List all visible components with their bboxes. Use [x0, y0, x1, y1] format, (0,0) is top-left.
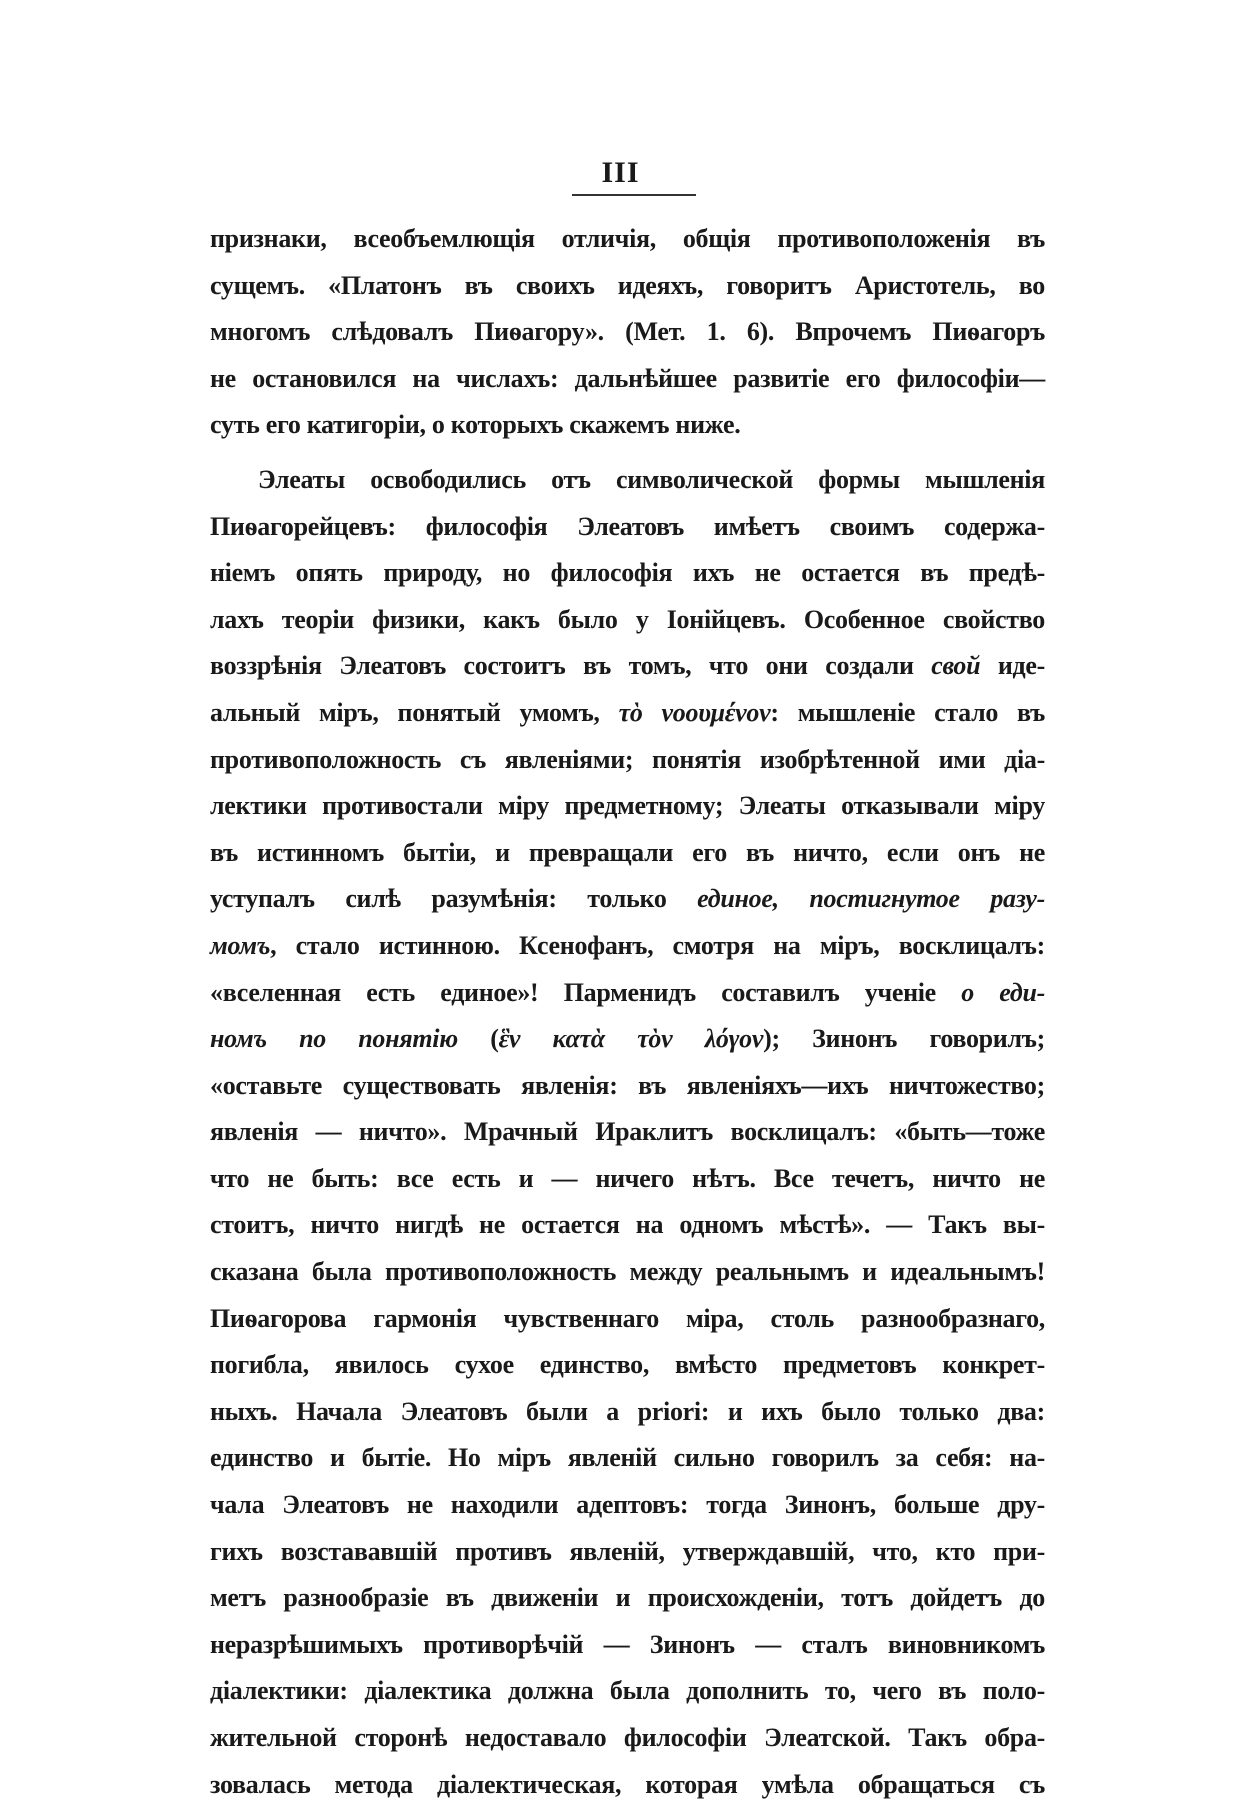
text-line: [210, 876, 1045, 923]
text-line: погибла, явилось сухое единство, вмѣсто предметовъ конкрет-: [210, 1350, 1045, 1380]
text-line: неразрѣшимыхъ противорѣчій — Зинонъ — сталъ виновникомъ: [210, 1629, 1045, 1659]
text-line: явленія — ничто». Мрачный Ираклитъ восклицалъ: «быть—тоже: [210, 1117, 1045, 1147]
text-line: [210, 970, 1045, 1017]
emphasis-text: момъ: [210, 930, 271, 960]
emphasis-text: свой: [931, 651, 981, 681]
text-line: Пиѳагорова гармонія чувственнаго міра, столь разнообразнаго,: [210, 1303, 1045, 1333]
text-run: (: [457, 1024, 499, 1054]
text-run: альный міръ, понятый умомъ,: [210, 697, 619, 727]
text-line: [210, 1016, 1045, 1063]
text-line: многомъ слѣдовалъ Пиѳагору». (Мет. 1. 6). Впрочемъ Пиѳагоръ: [210, 317, 1045, 347]
body-text: [210, 216, 1045, 1808]
text-run: иде-: [980, 651, 1045, 681]
text-line: [210, 690, 1045, 737]
text-line: въ истинномъ бытіи, и превращали его въ ничто, если онъ не: [210, 837, 1045, 867]
text-line: зовалась метода діалектическая, которая умѣла обращаться съ: [210, 1769, 1045, 1799]
text-line: Пиѳагорейцевъ: философія Элеатовъ имѣетъ своимъ содержа-: [210, 511, 1045, 541]
text-line: «оставьте существовать явленія: въ явленіяхъ—ихъ ничтожество;: [210, 1070, 1045, 1100]
text-line: діалектики: діалектика должна была дополнить то, чего въ поло-: [210, 1676, 1045, 1706]
text-run: «вселенная есть единое»! Парменидъ составилъ ученіе: [210, 977, 962, 1007]
text-line: противоположность съ явленіями; понятія изобрѣтенной ими діа-: [210, 744, 1045, 774]
paragraph-gap: [210, 449, 1045, 457]
greek-text: ἓν κατὰ τὸν λόγον: [498, 1024, 764, 1054]
text-line: [210, 643, 1045, 690]
page-number-rule: [572, 194, 696, 196]
text-line: [210, 923, 1045, 970]
text-line: что не быть: все есть и — ничего нѣтъ. Все течетъ, ничто не: [210, 1163, 1045, 1193]
text-run: , стало истинною. Ксенофанъ, смотря на міръ, восклицалъ:: [270, 930, 1045, 960]
text-line: жительной сторонѣ недоставало философіи Элеатской. Такъ обра-: [210, 1723, 1045, 1752]
text-line: сущемъ. «Платонъ въ своихъ идеяхъ, говоритъ Аристотель, во: [210, 270, 1045, 300]
emphasis-text: о еди-: [961, 977, 1045, 1007]
emphasis-text: единое, постигнутое разу-: [697, 884, 1045, 914]
text-line: единство и бытіе. Но міръ явленій сильно говорилъ за себя: на-: [210, 1443, 1045, 1473]
text-line: стоитъ, ничто нигдѣ не остается на одномъ мѣстѣ». — Такъ вы-: [210, 1210, 1045, 1240]
text-run: : мышленіе стало въ: [770, 697, 1045, 727]
emphasis-text: номъ по понятію: [210, 1024, 458, 1054]
text-line: суть его катигоріи, о которыхъ скажемъ ниже.: [210, 410, 741, 440]
text-line: сказана была противоположность между реальнымъ и идеальнымъ!: [210, 1257, 1045, 1287]
text-line: лахъ теоріи физики, какъ было у Іонійцевъ. Особенное свойство: [210, 604, 1045, 634]
text-line: гихъ возстававшій противъ явленій, утверждавшій, что, кто при-: [210, 1536, 1045, 1566]
text-line: чала Элеатовъ не находили адептовъ: тогда Зинонъ, больше дру-: [210, 1490, 1045, 1520]
text-line: метъ разнообразіе въ движеніи и происхожденіи, тотъ дойдетъ до: [210, 1583, 1045, 1613]
text-run: воззрѣнія Элеатовъ состоитъ въ томъ, что они создали: [210, 651, 932, 681]
text-line: признаки, всеобъемлющія отличія, общія противоположенія въ: [210, 224, 1045, 253]
page-number: III: [601, 156, 640, 189]
text-line: ніемъ опять природу, но философія ихъ не остается въ предѣ-: [210, 558, 1045, 588]
text-line: Элеаты освободились отъ символической формы мышленія: [258, 464, 1045, 494]
greek-text: τὸ νοουμένον: [618, 697, 771, 727]
text-line: не остановился на числахъ: дальнѣйшее развитіе его философіи—: [210, 363, 1045, 393]
text-run: ); Зинонъ говорилъ;: [763, 1024, 1045, 1054]
text-run: уступалъ силѣ разумѣнія: только: [210, 884, 698, 914]
text-line: лектики противостали міру предметному; Элеаты отказывали міру: [210, 791, 1045, 821]
text-line: ныхъ. Начала Элеатовъ были a priori: и ихъ было только два:: [210, 1396, 1045, 1426]
